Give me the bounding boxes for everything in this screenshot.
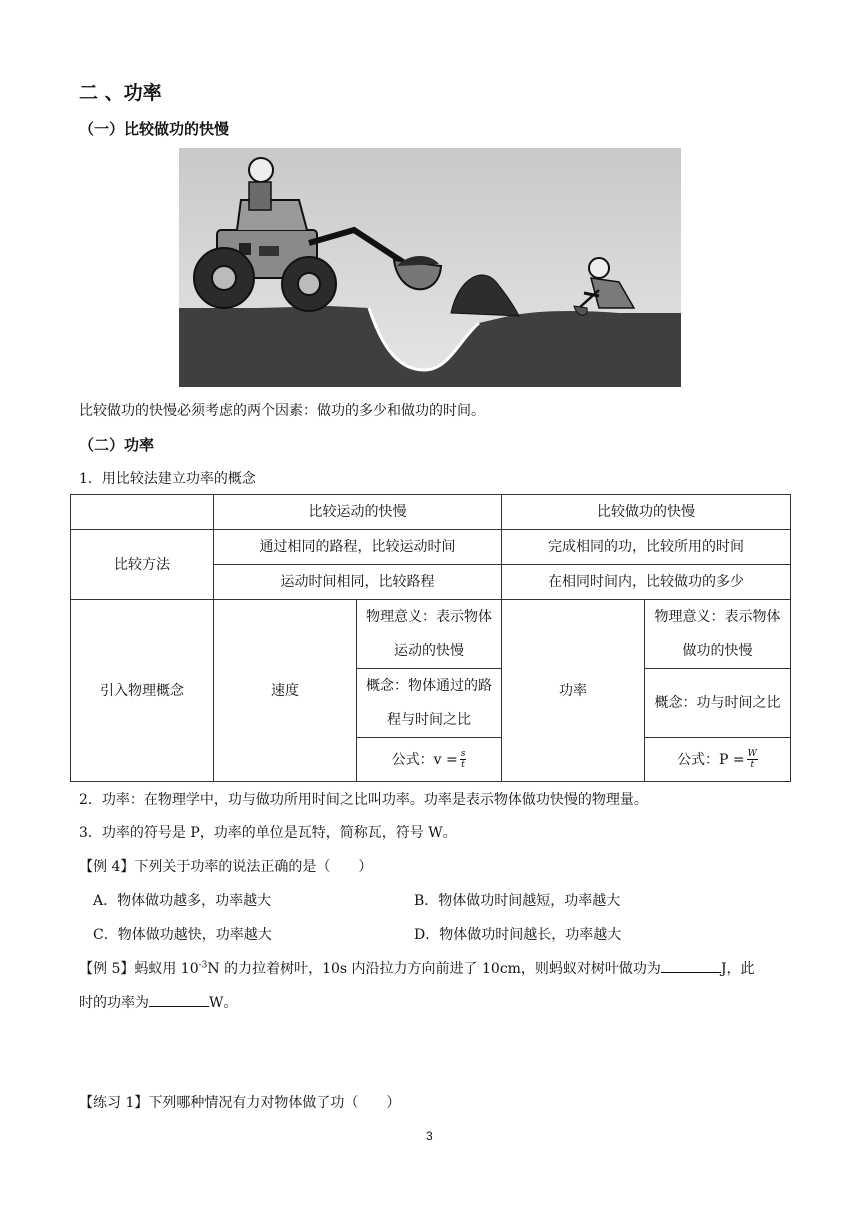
speed-formula-prefix: 公式：v = xyxy=(391,751,458,768)
subsection-title-power: （二）功率 xyxy=(79,436,155,454)
table-method-motion-2: 运动时间相同，比较路程 xyxy=(214,565,502,600)
table-speed-formula xyxy=(357,738,502,782)
table-method-work-1: 完成相同的功，比较所用的时间 xyxy=(502,530,791,565)
item-1: 1．用比较法建立功率的概念 xyxy=(79,471,256,487)
table-corner-cell xyxy=(71,495,214,530)
example-5-exponent: -3 xyxy=(198,960,208,971)
table-head-work: 比较做功的快慢 xyxy=(502,495,791,530)
table-method-motion-1: 通过相同的路程，比较运动时间 xyxy=(214,530,502,565)
table-method-work-2: 在相同时间内，比较做功的多少 xyxy=(502,565,791,600)
practice-1-stem: 【练习 1】下列哪种情况有力对物体做了功（ ） xyxy=(79,1095,401,1111)
table-head-motion: 比较运动的快慢 xyxy=(214,495,502,530)
table-concept-label: 引入物理概念 xyxy=(71,600,214,782)
table-power-formula xyxy=(645,738,791,782)
example-4-option-d: D．物体做功时间越长，功率越大 xyxy=(414,927,622,943)
illustration-caption: 比较做功的快慢必须考虑的两个因素：做功的多少和做功的时间。 xyxy=(79,403,485,419)
item-2: 2．功率：在物理学中，功与做功所用时间之比叫功率。功率是表示物体做功快慢的物理量。 xyxy=(79,792,648,808)
table-power: 功率 xyxy=(502,600,645,782)
example-5-part-1: 【例 5】蚂蚁用 10 xyxy=(79,961,199,977)
comparison-table xyxy=(70,494,791,782)
example-4-option-c: C．物体做功越快，功率越大 xyxy=(93,927,272,943)
page-number: 3 xyxy=(426,1129,433,1143)
example-5-unit-1: J，此 xyxy=(720,961,755,977)
section-title: 二 、功率 xyxy=(79,82,162,104)
loader-vs-worker-illustration xyxy=(179,148,681,387)
power-numerator: W xyxy=(747,749,757,759)
speed-denominator: t xyxy=(461,760,465,770)
power-denominator: t xyxy=(750,760,755,770)
table-power-concept: 概念：功与时间之比 xyxy=(645,669,791,738)
item-3: 3．功率的符号是 P，功率的单位是瓦特，简称瓦，符号 W。 xyxy=(79,825,457,841)
example-5-line-2 xyxy=(79,992,237,1012)
example-5-blank-work[interactable] xyxy=(661,958,721,973)
example-4-option-a: A．物体做功越多，功率越大 xyxy=(93,893,272,909)
example-4-option-b: B．物体做功时间越短，功率越大 xyxy=(414,893,621,909)
power-fraction xyxy=(747,749,758,770)
table-speed-concept: 概念：物体通过的路程与时间之比 xyxy=(357,669,502,738)
power-formula-prefix: 公式：P = xyxy=(677,751,745,768)
example-5-part-2: N 的力拉着树叶，10s 内沿拉力方向前进了 10cm，则蚂蚁对树叶做功为 xyxy=(207,961,661,977)
example-5-unit-2: W。 xyxy=(209,995,238,1011)
example-5-line-2-text: 时的功率为 xyxy=(79,995,149,1011)
table-power-meaning: 物理意义：表示物体做功的快慢 xyxy=(645,600,791,669)
speed-fraction xyxy=(460,749,467,770)
table-speed: 速度 xyxy=(214,600,357,782)
example-5-blank-power[interactable] xyxy=(149,992,209,1007)
example-4-stem: 【例 4】下列关于功率的说法正确的是（ ） xyxy=(79,859,373,875)
table-speed-meaning: 物理意义：表示物体运动的快慢 xyxy=(357,600,502,669)
example-5-line-1 xyxy=(79,958,755,978)
speed-numerator: s xyxy=(460,749,466,759)
subsection-title-compare: （一）比较做功的快慢 xyxy=(79,120,230,138)
table-method-label: 比较方法 xyxy=(71,530,214,600)
